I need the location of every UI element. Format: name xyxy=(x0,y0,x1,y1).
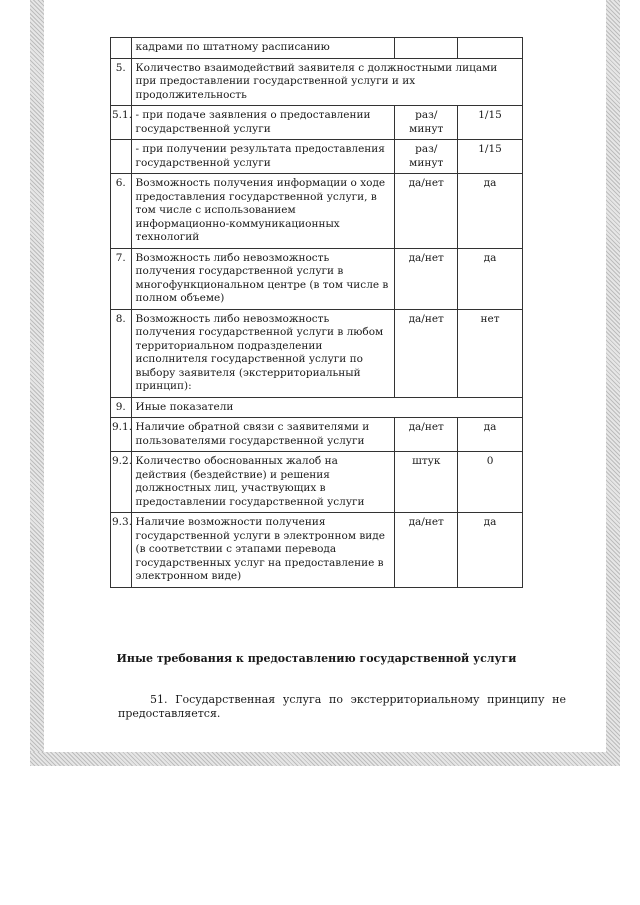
row-description: Иные показатели xyxy=(131,397,522,418)
row-value: да xyxy=(458,513,523,588)
row-description: - при получении результата предоставления государственной услуги xyxy=(131,140,395,174)
row-description: Возможность либо невозможность получения государственной услуги в многофункциональном центре (в том числе в полном объеме) xyxy=(131,248,395,309)
row-number: 5.1. xyxy=(111,106,132,140)
table-row xyxy=(111,418,523,452)
paragraph-word: Государственная xyxy=(175,693,276,706)
row-value: 1/15 xyxy=(458,140,523,174)
paragraph-word: 51. xyxy=(150,693,168,706)
table-row xyxy=(111,174,523,249)
row-number: 7. xyxy=(111,248,132,309)
row-number xyxy=(111,140,132,174)
row-unit: да/нет xyxy=(395,418,458,452)
row-number xyxy=(111,38,132,59)
table-row xyxy=(111,58,523,106)
row-unit: да/нет xyxy=(395,174,458,249)
row-value: да xyxy=(458,248,523,309)
row-description: Возможность либо невозможность получения государственной услуги в любом территориальном подразделении исполнителя государственной услуги по выбору заявителя (экстерриториальный принцип): xyxy=(131,309,395,397)
row-description: Возможность получения информации о ходе предоставления государственной услуги, в том числе с использованием информационно-коммуникационных технологий xyxy=(131,174,395,249)
paragraph-word: принципу xyxy=(487,693,545,706)
table-row xyxy=(111,397,523,418)
page-edge-left xyxy=(30,0,44,765)
row-value: 0 xyxy=(458,452,523,513)
paragraph-word: по xyxy=(329,693,343,706)
page-edge-bottom xyxy=(30,752,620,766)
paragraph-51 xyxy=(118,693,566,721)
table-row xyxy=(111,452,523,513)
table-row xyxy=(111,309,523,397)
row-unit: да/нет xyxy=(395,309,458,397)
page-edge-right xyxy=(606,0,620,765)
paragraph-word: услуга xyxy=(282,693,322,706)
row-number: 5. xyxy=(111,58,132,106)
row-number: 9.1. xyxy=(111,418,132,452)
row-value: да xyxy=(458,174,523,249)
paragraph-line-1 xyxy=(118,693,566,707)
indicators-table xyxy=(110,37,523,588)
table-row xyxy=(111,513,523,588)
row-unit: штук xyxy=(395,452,458,513)
table-row xyxy=(111,38,523,59)
row-unit: раз/минут xyxy=(395,106,458,140)
row-value xyxy=(458,38,523,59)
row-number: 6. xyxy=(111,174,132,249)
row-unit: раз/минут xyxy=(395,140,458,174)
row-description: - при подаче заявления о предоставлении государственной услуги xyxy=(131,106,395,140)
paragraph-word: не xyxy=(552,693,566,706)
paragraph-line-2: предоставляется. xyxy=(118,707,221,720)
row-number: 8. xyxy=(111,309,132,397)
row-value: 1/15 xyxy=(458,106,523,140)
row-description: Количество взаимодействий заявителя с должностными лицами при предоставлении государственной услуги и их продолжительность xyxy=(131,58,522,106)
row-unit: да/нет xyxy=(395,513,458,588)
row-description: Наличие возможности получения государственной услуги в электронном виде (в соответствии с этапами перевода государственных услуг на предоставление в электронном виде) xyxy=(131,513,395,588)
table-row xyxy=(111,106,523,140)
section-heading: Иные требования к предоставлению государственной услуги xyxy=(116,652,517,665)
row-value: да xyxy=(458,418,523,452)
table-row xyxy=(111,140,523,174)
row-description: кадрами по штатному расписанию xyxy=(131,38,395,59)
row-description: Количество обоснованных жалоб на действия (бездействие) и решения должностных лиц, участвующих в предоставлении государственной услуги xyxy=(131,452,395,513)
row-value: нет xyxy=(458,309,523,397)
row-number: 9.2. xyxy=(111,452,132,513)
row-unit: да/нет xyxy=(395,248,458,309)
row-number: 9. xyxy=(111,397,132,418)
paragraph-word: экстерриториальному xyxy=(350,693,480,706)
row-number: 9.3. xyxy=(111,513,132,588)
row-description: Наличие обратной связи с заявителями и пользователями государственной услуги xyxy=(131,418,395,452)
row-unit xyxy=(395,38,458,59)
table-row xyxy=(111,248,523,309)
